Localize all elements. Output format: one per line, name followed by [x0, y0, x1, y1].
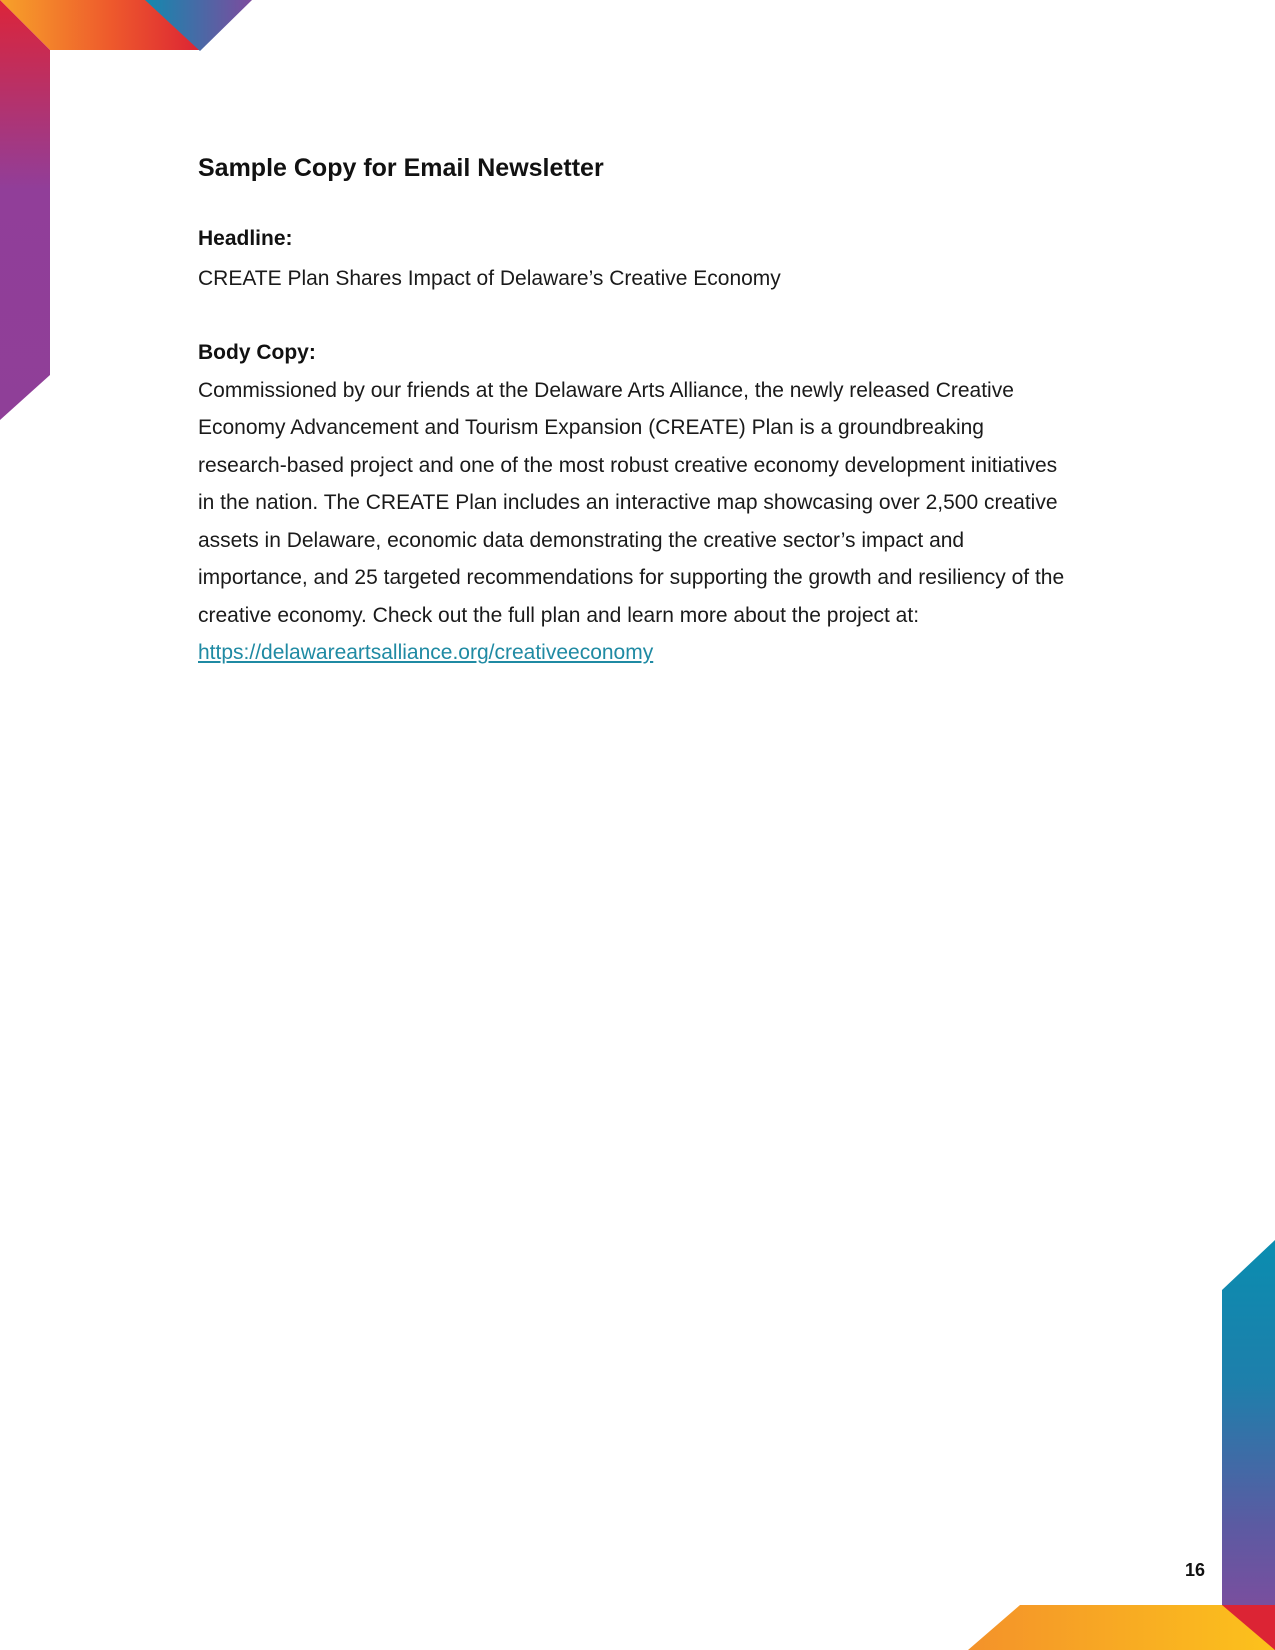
creative-economy-link[interactable]: https://delawareartsalliance.org/creativeeconomy: [198, 641, 654, 664]
document-title: Sample Copy for Email Newsletter: [198, 154, 604, 182]
body-copy-label: Body Copy:: [198, 340, 316, 364]
top-left-teal-triangle: [145, 0, 252, 51]
body-copy-text: Commissioned by our friends at the Delaware Arts Alliance, the newly released Creative Economy Advancement and Tourism Expansion (CREATE) Plan is a groundbreaking research-based project and one of the most robust creative economy development initiatives in the nation. The CREATE Plan includes an interactive map showcasing over 2,500 creative assets in Delaware, economic data demonstrating the creative sector’s impact and importance, and 25 targeted recommendations for supporting the growth and resiliency of the creative economy. Check out the full plan and learn more about the project at:: [198, 378, 1065, 627]
bottom-right-orange-band: [968, 1605, 1275, 1650]
headline-label: Headline:: [198, 227, 293, 250]
bottom-right-red-triangle: [1222, 1605, 1275, 1650]
top-left-orange-band: [0, 0, 200, 50]
page-number: 16: [1184, 1560, 1205, 1580]
left-vertical-bar: [0, 0, 50, 420]
main-content: [198, 150, 1078, 672]
headline-text: CREATE Plan Shares Impact of Delaware’s Creative Economy: [198, 267, 781, 290]
right-vertical-bar: [1222, 1240, 1275, 1650]
